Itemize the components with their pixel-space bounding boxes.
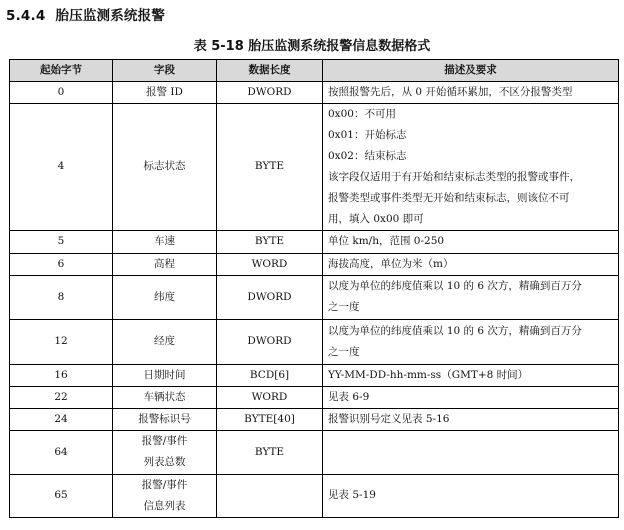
table-caption: 表 5-18 胎压监测系统报警信息数据格式 — [193, 39, 431, 54]
description-line: 用，填入 0x00 即可 — [328, 212, 424, 225]
field-line: 信息列表 — [143, 499, 186, 512]
header-data-length: 数据长度 — [217, 60, 323, 82]
start-byte-cell: 8 — [10, 275, 113, 319]
data-length-cell: WORD — [217, 386, 323, 408]
table-row — [10, 408, 619, 430]
field-line: 纬度 — [154, 290, 175, 303]
field-line: 高程 — [154, 257, 175, 270]
field-line: 车速 — [154, 235, 175, 247]
field-line: 报警标识号 — [138, 412, 191, 425]
field-line: 标志状态 — [143, 160, 186, 172]
description-line: 之一度 — [328, 345, 360, 358]
description-cell — [323, 230, 619, 253]
description-line: 该字段仅适用于有开始和结束标志类型的报警或事件， — [328, 170, 580, 183]
description-line: 报警识别号定义见表 5-16 — [328, 412, 450, 425]
start-byte-cell: 65 — [10, 474, 113, 517]
start-byte-cell: 5 — [10, 230, 113, 253]
data-length-cell: BCD[6] — [217, 364, 323, 386]
field-line: 报警/事件 — [141, 435, 188, 447]
start-byte-cell: 6 — [10, 253, 113, 275]
description-line: 见表 6-9 — [328, 390, 370, 403]
section-number: 5.4.4 — [6, 8, 46, 24]
alarm-data-format-table — [9, 59, 619, 518]
description-line: 0x01：开始标志 — [328, 128, 407, 141]
table-row — [10, 319, 619, 364]
start-byte-cell: 4 — [10, 103, 113, 230]
field-cell — [113, 364, 217, 386]
table-row — [10, 103, 619, 230]
field-cell — [113, 275, 217, 319]
field-cell — [113, 230, 217, 253]
field-line: 经度 — [154, 335, 175, 347]
description-cell — [323, 364, 619, 386]
description-cell — [323, 408, 619, 430]
data-length-cell: DWORD — [217, 319, 323, 364]
data-length-cell — [217, 474, 323, 517]
description-line: 之一度 — [328, 301, 360, 313]
description-cell — [323, 386, 619, 408]
description-line: 0x02：结束标志 — [328, 149, 407, 162]
field-cell — [113, 474, 217, 517]
data-length-cell: DWORD — [217, 275, 323, 319]
field-cell — [113, 408, 217, 430]
start-byte-cell: 24 — [10, 408, 113, 430]
section-heading — [6, 4, 165, 24]
description-cell — [323, 103, 619, 230]
description-cell — [323, 253, 619, 275]
data-length-cell: BYTE — [217, 103, 323, 230]
description-line: 报警类型或事件类型无开始和结束标志，则该位不可 — [328, 191, 570, 204]
data-length-cell: DWORD — [217, 81, 323, 103]
table-row — [10, 474, 619, 517]
start-byte-cell: 12 — [10, 319, 113, 364]
field-line: 车辆状态 — [143, 390, 186, 403]
header-start-byte: 起始字节 — [10, 60, 113, 82]
description-line: 见表 5-19 — [328, 489, 376, 501]
table-row — [10, 275, 619, 319]
description-line: 单位 km/h，范围 0-250 — [328, 235, 445, 247]
field-line: 列表总数 — [143, 456, 186, 468]
data-length-cell: BYTE — [217, 230, 323, 253]
description-line: 以度为单位的纬度值乘以 10 的 6 次方，精确到百万分 — [328, 324, 582, 337]
table-row — [10, 364, 619, 386]
data-length-cell: WORD — [217, 253, 323, 275]
start-byte-cell: 64 — [10, 430, 113, 474]
field-line: 报警/事件 — [141, 478, 188, 491]
field-line: 报警 ID — [146, 85, 183, 98]
field-cell — [113, 103, 217, 230]
field-cell — [113, 386, 217, 408]
table-row — [10, 386, 619, 408]
table-row — [10, 430, 619, 474]
description-line: 按照报警先后，从 0 开始循环累加，不区分报警类型 — [328, 85, 573, 98]
table-row — [10, 230, 619, 253]
description-line: 以度为单位的纬度值乘以 10 的 6 次方，精确到百万分 — [328, 280, 582, 292]
start-byte-cell: 22 — [10, 386, 113, 408]
description-cell — [323, 430, 619, 474]
description-line: 海拔高度，单位为米（m） — [328, 257, 454, 270]
description-cell — [323, 275, 619, 319]
description-cell — [323, 319, 619, 364]
description-line: 0x00：不可用 — [328, 107, 396, 120]
data-length-cell: BYTE — [217, 430, 323, 474]
description-cell — [323, 474, 619, 517]
start-byte-cell: 16 — [10, 364, 113, 386]
table-row — [10, 81, 619, 103]
description-cell — [323, 81, 619, 103]
header-field: 字段 — [113, 60, 217, 82]
header-description: 描述及要求 — [323, 60, 619, 82]
table-row — [10, 253, 619, 275]
description-line: YY-MM-DD-hh-mm-ss（GMT+8 时间） — [328, 368, 529, 381]
field-cell — [113, 253, 217, 275]
data-length-cell: BYTE[40] — [217, 408, 323, 430]
field-cell — [113, 81, 217, 103]
field-line: 日期时间 — [143, 368, 186, 381]
table-header-row — [10, 60, 619, 82]
section-title: 胎压监测系统报警 — [55, 8, 166, 24]
field-cell — [113, 319, 217, 364]
start-byte-cell: 0 — [10, 81, 113, 103]
field-cell — [113, 430, 217, 474]
